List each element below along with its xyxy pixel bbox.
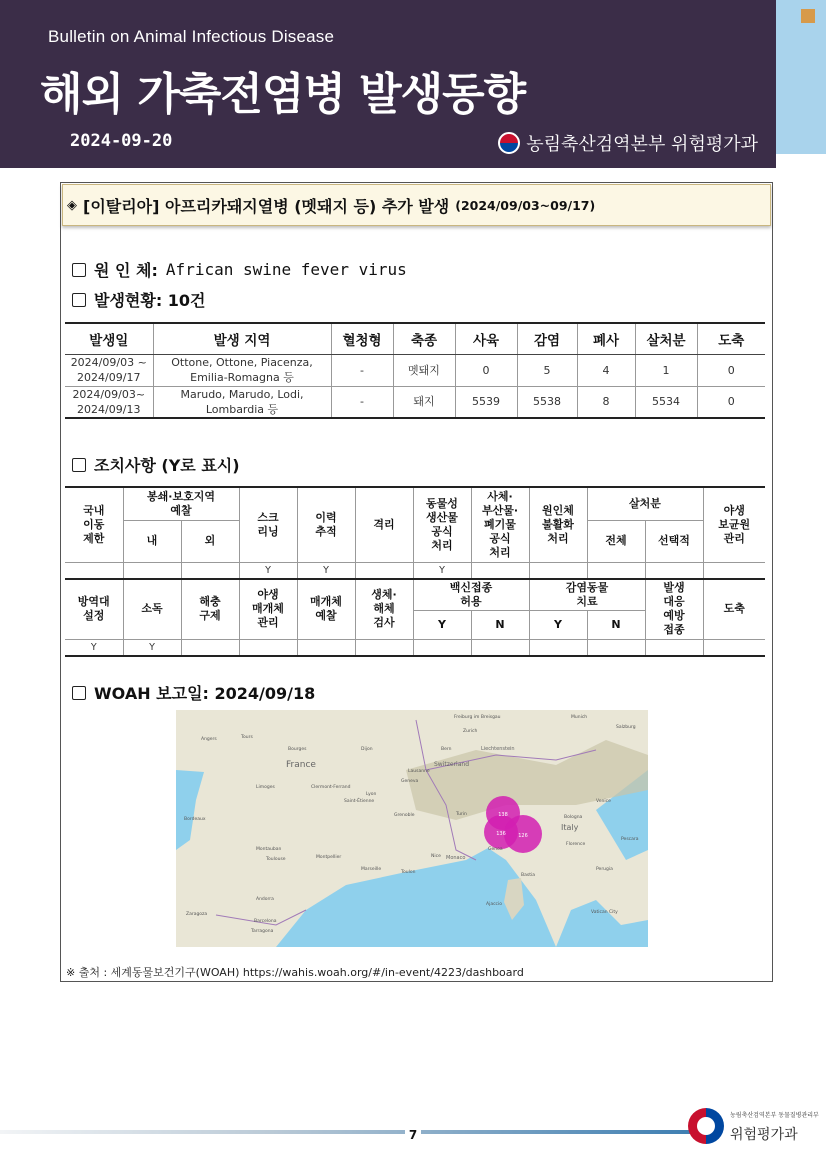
report-period: (2024/09/03~09/17) <box>455 197 596 213</box>
checkbox-bullet-icon <box>72 293 86 307</box>
map-city-label: Bologna <box>564 815 583 820</box>
map-country-label: Monaco <box>446 855 466 861</box>
column-header: 내 <box>123 520 181 562</box>
map-city-label: Bordeaux <box>184 817 206 822</box>
column-header: 선택적 <box>645 520 703 562</box>
map-city-label: Pescara <box>621 837 639 842</box>
status-line <box>72 288 206 311</box>
column-header: 축종 <box>393 323 455 354</box>
map-city-label: Dijon <box>361 747 373 752</box>
table-cell: 4 <box>577 354 635 386</box>
table-cell: 2024/09/03~ 2024/09/13 <box>65 386 153 418</box>
column-header: 봉쇄·보호지역 예찰 <box>123 487 239 520</box>
map-city-label: Bourges <box>288 747 307 752</box>
map-city-label: Ajaccio <box>486 902 503 907</box>
column-header: 도축 <box>697 323 765 354</box>
table-cell <box>529 639 587 656</box>
status-label: 발생현황: 10건 <box>94 291 206 310</box>
column-header: 국내 이동 제한 <box>65 487 123 562</box>
column-header: 살처분 <box>635 323 697 354</box>
issue-date: 2024-09-20 <box>70 131 173 151</box>
table-cell <box>529 562 587 579</box>
table-header-row <box>65 487 765 520</box>
measures-line <box>72 453 240 476</box>
column-header: Y <box>529 610 587 639</box>
map-city-label: Vatican City <box>591 910 618 915</box>
table-cell: Y <box>413 562 471 579</box>
table-cell <box>181 639 239 656</box>
table-cell: Marudo, Marudo, Lodi, Lombardia 등 <box>153 386 331 418</box>
table-cell <box>587 639 645 656</box>
diamond-bullet-icon: ◈ <box>67 197 77 213</box>
table-cell <box>645 639 703 656</box>
column-header: 야생 매개체 관리 <box>239 579 297 639</box>
agent-line <box>72 258 407 281</box>
checkbox-bullet-icon <box>72 458 86 472</box>
map-country-label: Switzerland <box>434 761 469 768</box>
side-accent-strip <box>776 0 826 154</box>
column-header: 생체· 해체 검사 <box>355 579 413 639</box>
column-header: 사육 <box>455 323 517 354</box>
map-city-label: Limoges <box>256 785 275 790</box>
map-city-label: Angers <box>201 737 217 742</box>
column-header: 동물성 생산물 공식 처리 <box>413 487 471 562</box>
table-cell: - <box>331 354 393 386</box>
map-city-label: Zaragoza <box>186 912 208 917</box>
bulletin-subtitle: Bulletin on Animal Infectious Disease <box>48 27 335 46</box>
table-row <box>65 354 765 386</box>
woah-line <box>72 681 315 704</box>
footer-org-small: 농림축산검역본부 동물질병관리부 <box>730 1112 819 1119</box>
column-header: 폐사 <box>577 323 635 354</box>
measures-table <box>65 486 765 657</box>
measures-label: 조치사항 (Y로 표시) <box>94 456 240 475</box>
map-city-label: Freiburg im Breisgau <box>454 715 501 720</box>
marker-label: 126 <box>518 833 528 839</box>
table-header-row <box>65 323 765 354</box>
column-header: 방역대 설정 <box>65 579 123 639</box>
table-cell: 2024/09/03 ~ 2024/09/17 <box>65 354 153 386</box>
map-city-label: Marseille <box>361 867 382 872</box>
column-header: 격리 <box>355 487 413 562</box>
marker-label: 136 <box>496 831 506 837</box>
table-row <box>65 386 765 418</box>
column-header: 이력 추적 <box>297 487 355 562</box>
table-cell <box>355 562 413 579</box>
table-cell <box>471 562 529 579</box>
table-cell <box>239 639 297 656</box>
table-cell: Y <box>297 562 355 579</box>
column-header: 감염동물 치료 <box>529 579 645 610</box>
map-city-label: Grenoble <box>394 813 415 818</box>
map-city-label: Venice <box>596 799 611 804</box>
map-city-label: Montpellier <box>316 855 342 860</box>
table-row <box>65 562 765 579</box>
woah-label: WOAH 보고일: 2024/09/18 <box>94 684 316 703</box>
table-cell <box>297 639 355 656</box>
map-city-label: Turin <box>456 812 467 817</box>
table-cell: - <box>331 386 393 418</box>
map-city-label: Lyon <box>366 792 377 797</box>
source-note: ※ 출처 : 세계동물보건기구(WOAH) https://wahis.woah.org/#/in-event/4223/dashboard <box>66 966 524 979</box>
report-title: [이탈리아] 아프리카돼지열병 (멧돼지 등) 추가 발생 <box>83 196 450 216</box>
map-city-label: Genoa <box>488 847 503 852</box>
map-city-label: Bern <box>441 747 452 752</box>
footer-org-name: 위험평가과 <box>730 1127 798 1143</box>
org-name: 농림축산검역본부 위험평가과 <box>526 134 758 155</box>
column-header: 소독 <box>123 579 181 639</box>
column-header: 혈청형 <box>331 323 393 354</box>
map-city-label: Barcelona <box>254 919 277 924</box>
map-city-label: Toulon <box>401 870 416 875</box>
table-cell: Y <box>123 639 181 656</box>
map-graphic <box>176 710 648 947</box>
map-city-label: Toulouse <box>266 857 286 862</box>
outbreak-map <box>176 710 648 947</box>
org-label <box>498 130 758 156</box>
table-cell: 0 <box>697 386 765 418</box>
map-city-label: Bastia <box>521 873 535 878</box>
column-header: 도축 <box>703 579 765 639</box>
column-header: 해충 구제 <box>181 579 239 639</box>
map-country-label: Italy <box>561 823 579 832</box>
map-city-label: Clermont-Ferrand <box>311 785 351 790</box>
table-cell <box>645 562 703 579</box>
table-cell <box>65 562 123 579</box>
map-city-label: Perugia <box>596 867 613 872</box>
map-country-label: France <box>286 760 316 770</box>
map-city-label: Andorra <box>256 897 274 902</box>
table-cell: 멧돼지 <box>393 354 455 386</box>
map-city-label: Geneva <box>401 779 419 784</box>
taegeuk-footer-logo-icon <box>688 1108 724 1144</box>
map-city-label: Tarragona <box>251 929 274 934</box>
table-cell: Y <box>65 639 123 656</box>
table-cell: 5 <box>517 354 577 386</box>
checkbox-bullet-icon <box>72 686 86 700</box>
marker-label: 138 <box>498 812 508 818</box>
map-city-label: Zurich <box>463 729 478 734</box>
page-header <box>0 0 776 168</box>
agent-label: 원 인 체: <box>94 261 158 280</box>
column-header: 원인체 불활화 처리 <box>529 487 587 562</box>
column-header: 발생 지역 <box>153 323 331 354</box>
table-cell <box>123 562 181 579</box>
table-cell <box>471 639 529 656</box>
map-city-label: Munich <box>571 715 588 720</box>
column-header: 매개체 예찰 <box>297 579 355 639</box>
table-cell: 5534 <box>635 386 697 418</box>
map-city-label: Montauban <box>256 847 282 852</box>
column-header: Y <box>413 610 471 639</box>
column-header: N <box>471 610 529 639</box>
table-cell <box>587 562 645 579</box>
column-header: 전체 <box>587 520 645 562</box>
table-cell <box>355 639 413 656</box>
map-city-label: Salzburg <box>616 725 636 730</box>
outbreak-table <box>65 322 765 419</box>
column-header: N <box>587 610 645 639</box>
table-cell <box>181 562 239 579</box>
table-cell <box>703 562 765 579</box>
table-cell: 1 <box>635 354 697 386</box>
column-header: 백신접종 허용 <box>413 579 529 610</box>
column-header: 스크 리닝 <box>239 487 297 562</box>
report-title-box <box>62 184 771 226</box>
map-city-label: Tours <box>241 735 253 740</box>
map-country-label: Liechtenstein <box>481 746 515 752</box>
column-header: 외 <box>181 520 239 562</box>
side-accent-square <box>801 9 815 23</box>
table-cell: 0 <box>455 354 517 386</box>
map-city-label: Nice <box>431 854 441 859</box>
column-header: 감염 <box>517 323 577 354</box>
table-row <box>65 639 765 656</box>
column-header: 살처분 <box>587 487 703 520</box>
table-cell <box>413 639 471 656</box>
table-cell: 돼지 <box>393 386 455 418</box>
table-cell: 5539 <box>455 386 517 418</box>
column-header: 사체· 부산물· 폐기물 공식 처리 <box>471 487 529 562</box>
table-cell <box>703 639 765 656</box>
table-cell: Ottone, Ottone, Piacenza, Emilia-Romagna 등 <box>153 354 331 386</box>
table-cell: 8 <box>577 386 635 418</box>
table-header-row <box>65 579 765 610</box>
map-city-label: Saint-Étienne <box>344 799 375 804</box>
column-header: 발생 대응 예방 접종 <box>645 579 703 639</box>
map-city-label: Lausanne <box>408 769 430 774</box>
taegeuk-logo-icon <box>498 132 520 154</box>
page-number: 7 <box>405 1126 421 1144</box>
table-cell: 0 <box>697 354 765 386</box>
column-header: 야생 보균원 관리 <box>703 487 765 562</box>
agent-value: African swine fever virus <box>165 260 407 279</box>
page-title: 해외 가축전염병 발생동향 <box>40 69 526 120</box>
column-header: 발생일 <box>65 323 153 354</box>
footer-rule <box>0 1130 690 1134</box>
checkbox-bullet-icon <box>72 263 86 277</box>
map-city-label: Florence <box>566 842 586 847</box>
table-cell: 5538 <box>517 386 577 418</box>
table-cell: Y <box>239 562 297 579</box>
